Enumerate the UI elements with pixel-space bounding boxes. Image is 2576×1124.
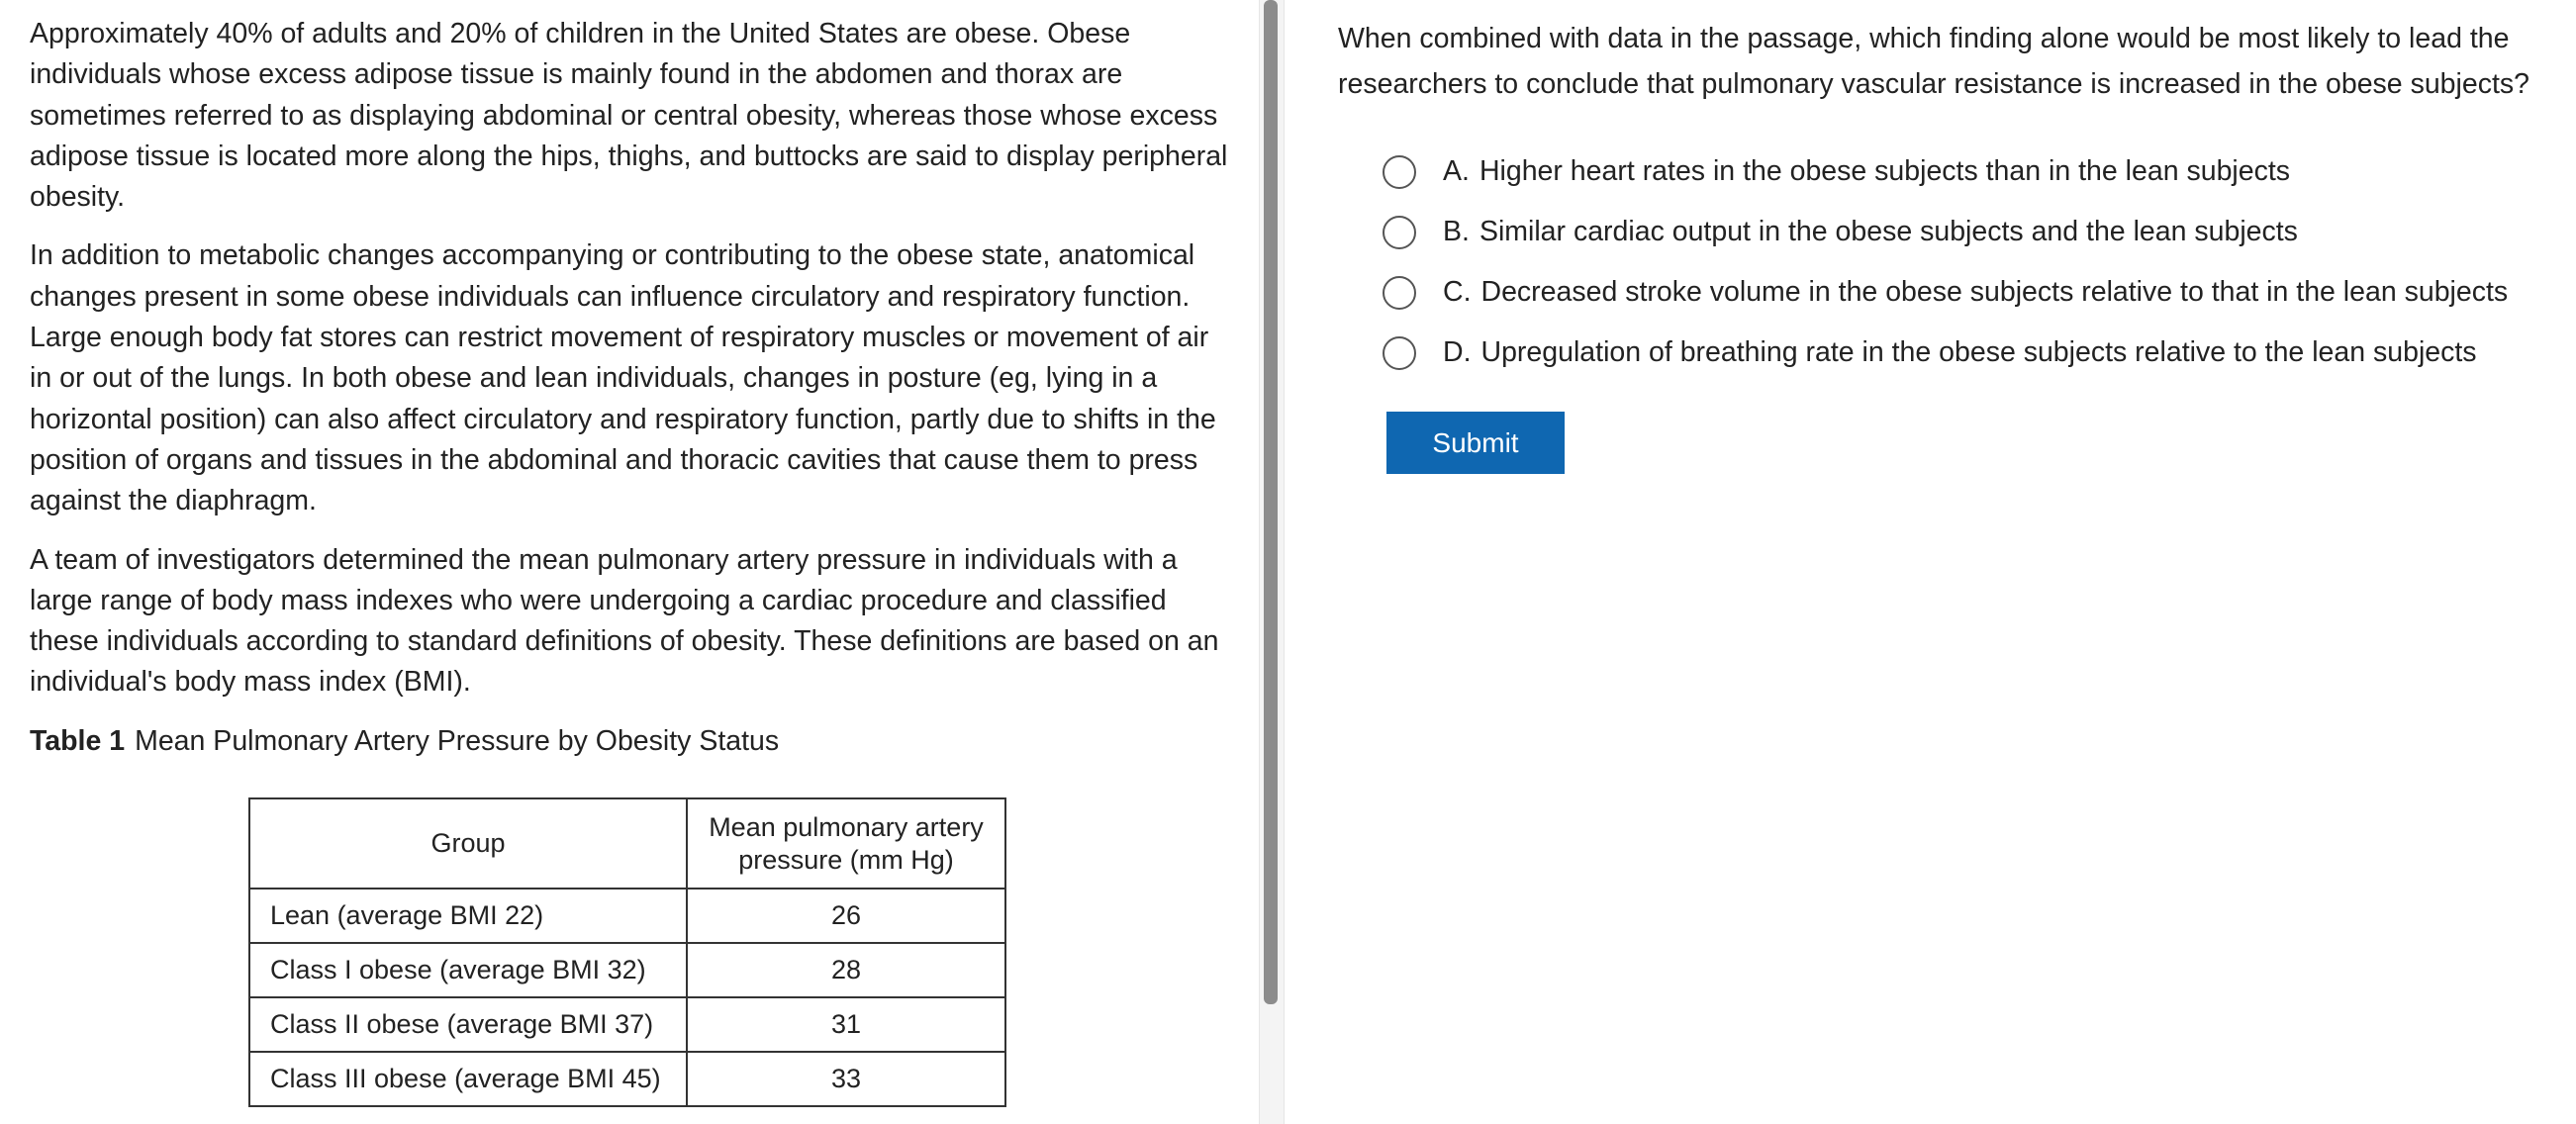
option-text: Upregulation of breathing rate in the obese subjects relative to the lean subjects [1480, 336, 2477, 368]
cell-group: Class I obese (average BMI 32) [249, 943, 687, 997]
table-row [249, 997, 1005, 1052]
table-row [249, 889, 1005, 943]
answer-option-a[interactable] [1383, 141, 2570, 202]
option-letter: C. [1443, 276, 1472, 308]
table-title: Mean Pulmonary Artery Pressure by Obesity Status [135, 724, 780, 757]
cell-pressure: 31 [687, 997, 1005, 1052]
cell-pressure: 26 [687, 889, 1005, 943]
answer-option-c[interactable] [1383, 262, 2570, 323]
passage-scrollbar[interactable] [1259, 0, 1285, 1124]
cell-group: Class III obese (average BMI 45) [249, 1052, 687, 1106]
cell-pressure: 28 [687, 943, 1005, 997]
question-stem: When combined with data in the passage, which finding alone would be most likely to lead the researchers to conclude that pulmonary vascular resistance is increased in the obese subjects? [1338, 23, 2529, 100]
radio-button-c[interactable] [1383, 276, 1416, 310]
option-text: Higher heart rates in the obese subjects than in the lean subjects [1479, 155, 2291, 187]
submit-button[interactable]: Submit [1386, 412, 1565, 474]
scrollbar-thumb[interactable] [1264, 0, 1278, 1004]
table-row [249, 1052, 1005, 1106]
answer-option-d[interactable] [1383, 323, 2570, 383]
header-mean-pressure: Mean pulmonary artery pressure (mm Hg) [687, 798, 1005, 889]
option-text: Similar cardiac output in the obese subjects and the lean subjects [1479, 216, 2298, 247]
passage-paragraph-1: Approximately 40% of adults and 20% of children in the United States are obese. Obese individuals whose excess adipose tissue is mainly found in the abdomen and thorax are sometimes referred to as displaying abdominal or central obesity, whereas those whose excess adipose tissue is located more along the hips, thighs, and buttocks are said to display peripheral obesity. [30, 18, 1228, 214]
answer-option-b[interactable] [1383, 202, 2570, 262]
option-letter: A. [1443, 155, 1470, 187]
option-text: Decreased stroke volume in the obese subjects relative to that in the lean subjects [1480, 276, 2509, 308]
table-label: Table 1 [30, 724, 126, 757]
passage-pane [30, 14, 1232, 780]
passage-paragraph-3: A team of investigators determined the mean pulmonary artery pressure in individuals with a large range of body mass indexes who were undergoing a cardiac procedure and classified these individuals according to standard definitions of obesity. These definitions are based on an individual's body mass index (BMI). [30, 543, 1219, 699]
radio-button-a[interactable] [1383, 155, 1416, 189]
radio-button-b[interactable] [1383, 216, 1416, 249]
passage-paragraph-2: In addition to metabolic changes accompanying or contributing to the obese state, anatomical changes present in some obese individuals can influence circulatory and respiratory function. Large enough body fat stores can restrict movement of respiratory muscles or movement of air in or out of the lungs. In both obese and lean individuals, changes in posture (eg, lying in a horizontal position) can also affect circulatory and respiratory function, partly due to shifts in the position of organs and tissues in the abdominal and thoracic cavities that cause them to press against the diaphragm. [30, 239, 1216, 517]
cell-pressure: 33 [687, 1052, 1005, 1106]
header-group: Group [249, 798, 687, 889]
radio-button-d[interactable] [1383, 336, 1416, 370]
cell-group: Class II obese (average BMI 37) [249, 997, 687, 1052]
option-letter: D. [1443, 336, 1472, 368]
cell-group: Lean (average BMI 22) [249, 889, 687, 943]
table-row [249, 943, 1005, 997]
option-letter: B. [1443, 216, 1470, 247]
table-header-row [249, 798, 1005, 889]
table-caption [30, 721, 1232, 762]
answer-options [1383, 141, 2570, 383]
pulmonary-pressure-table [248, 797, 1006, 1107]
